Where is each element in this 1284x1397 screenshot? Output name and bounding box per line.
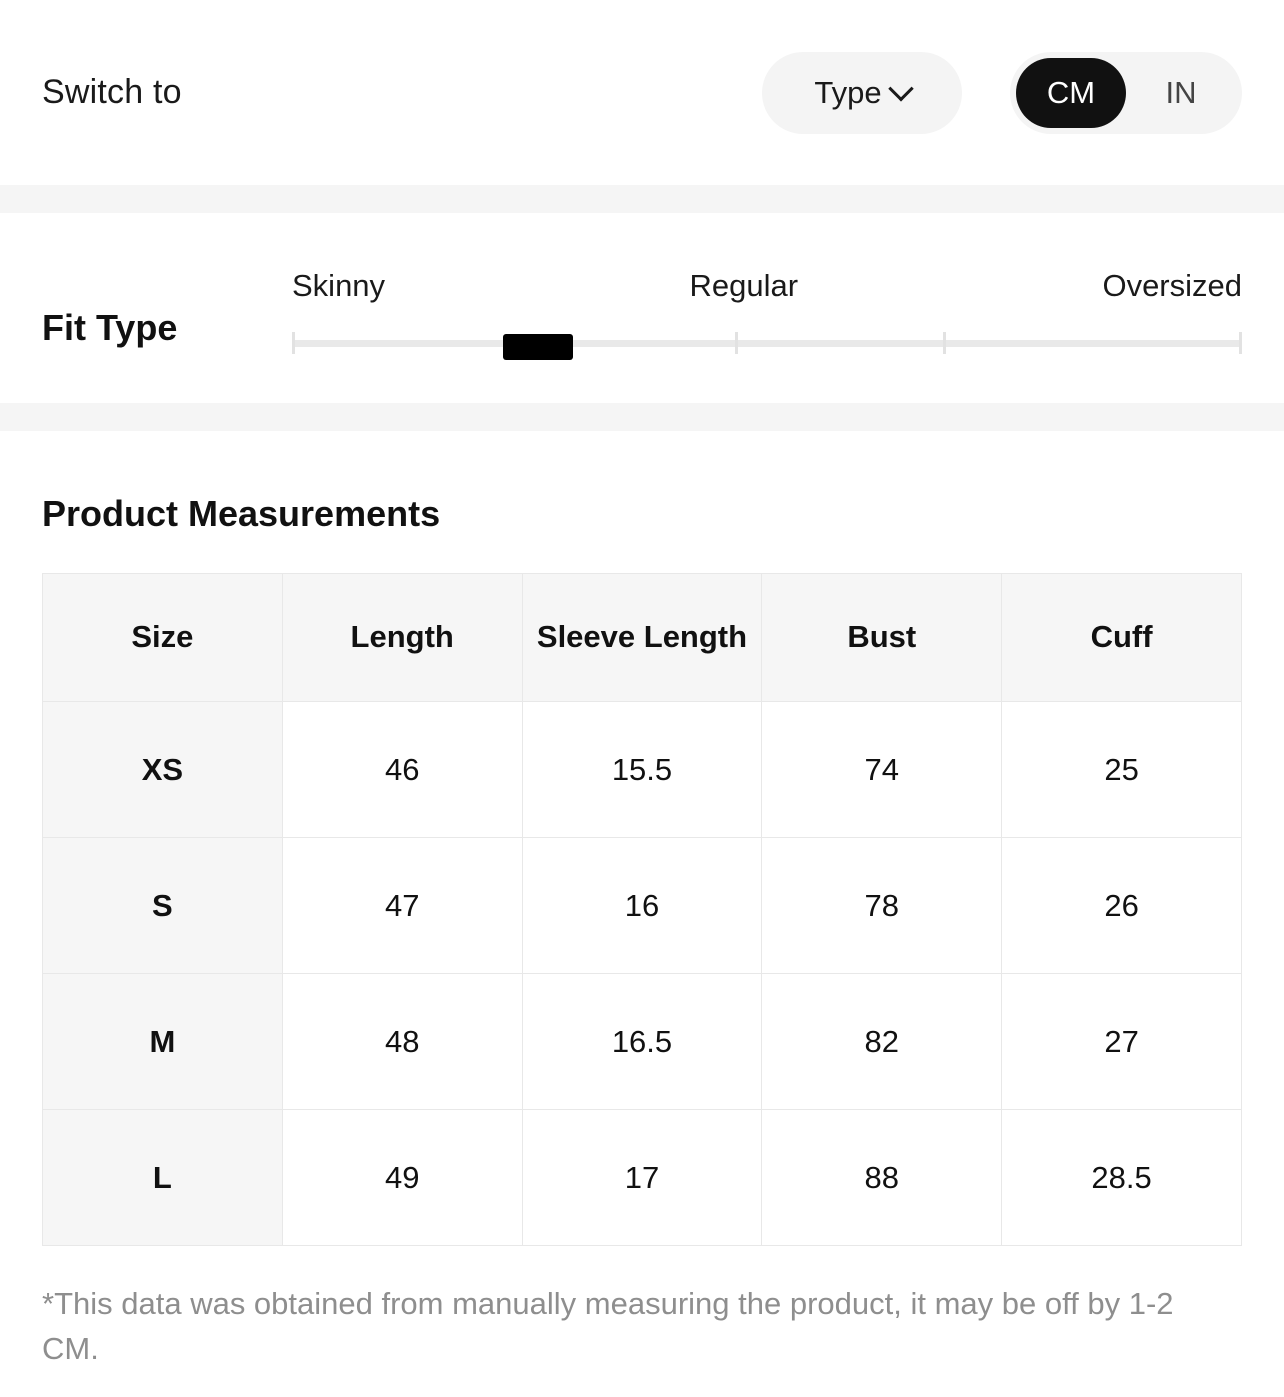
product-measurements-title: Product Measurements <box>42 493 441 534</box>
fit-type-track[interactable] <box>292 332 1242 354</box>
table-row <box>43 1110 1242 1246</box>
top-bar <box>0 0 1284 185</box>
column-header-length: Length <box>282 574 522 702</box>
type-dropdown-label: Type <box>814 74 882 110</box>
cell-sleeve: 17 <box>522 1110 762 1246</box>
cell-length: 46 <box>282 702 522 838</box>
fit-tick-mid-1 <box>735 332 738 354</box>
fit-label-oversized: Oversized <box>1102 268 1242 303</box>
cell-bust: 88 <box>762 1110 1002 1246</box>
cell-bust: 78 <box>762 838 1002 974</box>
cell-cuff: 26 <box>1002 838 1242 974</box>
top-bar-controls <box>762 52 1242 134</box>
cell-size: M <box>43 974 283 1110</box>
cell-size: XS <box>43 702 283 838</box>
section-divider-top <box>0 185 1284 213</box>
unit-option-cm[interactable]: CM <box>1016 58 1126 128</box>
product-measurements-section <box>0 493 1284 1372</box>
fit-track-line <box>292 340 1242 347</box>
unit-toggle[interactable] <box>1010 52 1242 134</box>
measurement-disclaimer: *This data was obtained from manually measuring the product, it may be off by 1-2 CM. <box>42 1286 1174 1366</box>
switch-to-label: Switch to <box>42 73 182 111</box>
cell-bust: 74 <box>762 702 1002 838</box>
table-row <box>43 974 1242 1110</box>
measurements-table-head <box>43 574 1242 702</box>
cell-length: 47 <box>282 838 522 974</box>
table-header-row <box>43 574 1242 702</box>
cell-bust: 82 <box>762 974 1002 1110</box>
cell-sleeve: 16 <box>522 838 762 974</box>
measurements-table <box>42 573 1242 1246</box>
fit-type-section <box>0 213 1284 403</box>
cell-cuff: 28.5 <box>1002 1110 1242 1246</box>
fit-type-scale[interactable] <box>292 262 1242 354</box>
fit-label-regular: Regular <box>689 268 799 303</box>
cell-cuff: 27 <box>1002 974 1242 1110</box>
fit-type-title: Fit Type <box>42 307 178 349</box>
chevron-down-icon <box>888 76 913 101</box>
fit-tick-end <box>1239 332 1242 354</box>
section-divider-bottom <box>0 403 1284 431</box>
unit-option-in[interactable]: IN <box>1165 74 1197 110</box>
column-header-bust: Bust <box>762 574 1002 702</box>
column-header-sleeve-length: Sleeve Length <box>522 574 762 702</box>
fit-type-labels <box>292 268 1242 304</box>
column-header-cuff: Cuff <box>1002 574 1242 702</box>
fit-type-indicator[interactable] <box>503 334 573 360</box>
cell-sleeve: 16.5 <box>522 974 762 1110</box>
cell-size: S <box>43 838 283 974</box>
cell-size: L <box>43 1110 283 1246</box>
fit-tick-mid-2 <box>943 332 946 354</box>
cell-sleeve: 15.5 <box>522 702 762 838</box>
type-dropdown-button[interactable] <box>762 52 962 134</box>
cell-length: 48 <box>282 974 522 1110</box>
fit-label-skinny: Skinny <box>292 268 386 303</box>
cell-cuff: 25 <box>1002 702 1242 838</box>
column-header-size: Size <box>43 574 283 702</box>
cell-length: 49 <box>282 1110 522 1246</box>
fit-tick-start <box>292 332 295 354</box>
measurements-table-body <box>43 702 1242 1246</box>
table-row <box>43 838 1242 974</box>
table-row <box>43 702 1242 838</box>
